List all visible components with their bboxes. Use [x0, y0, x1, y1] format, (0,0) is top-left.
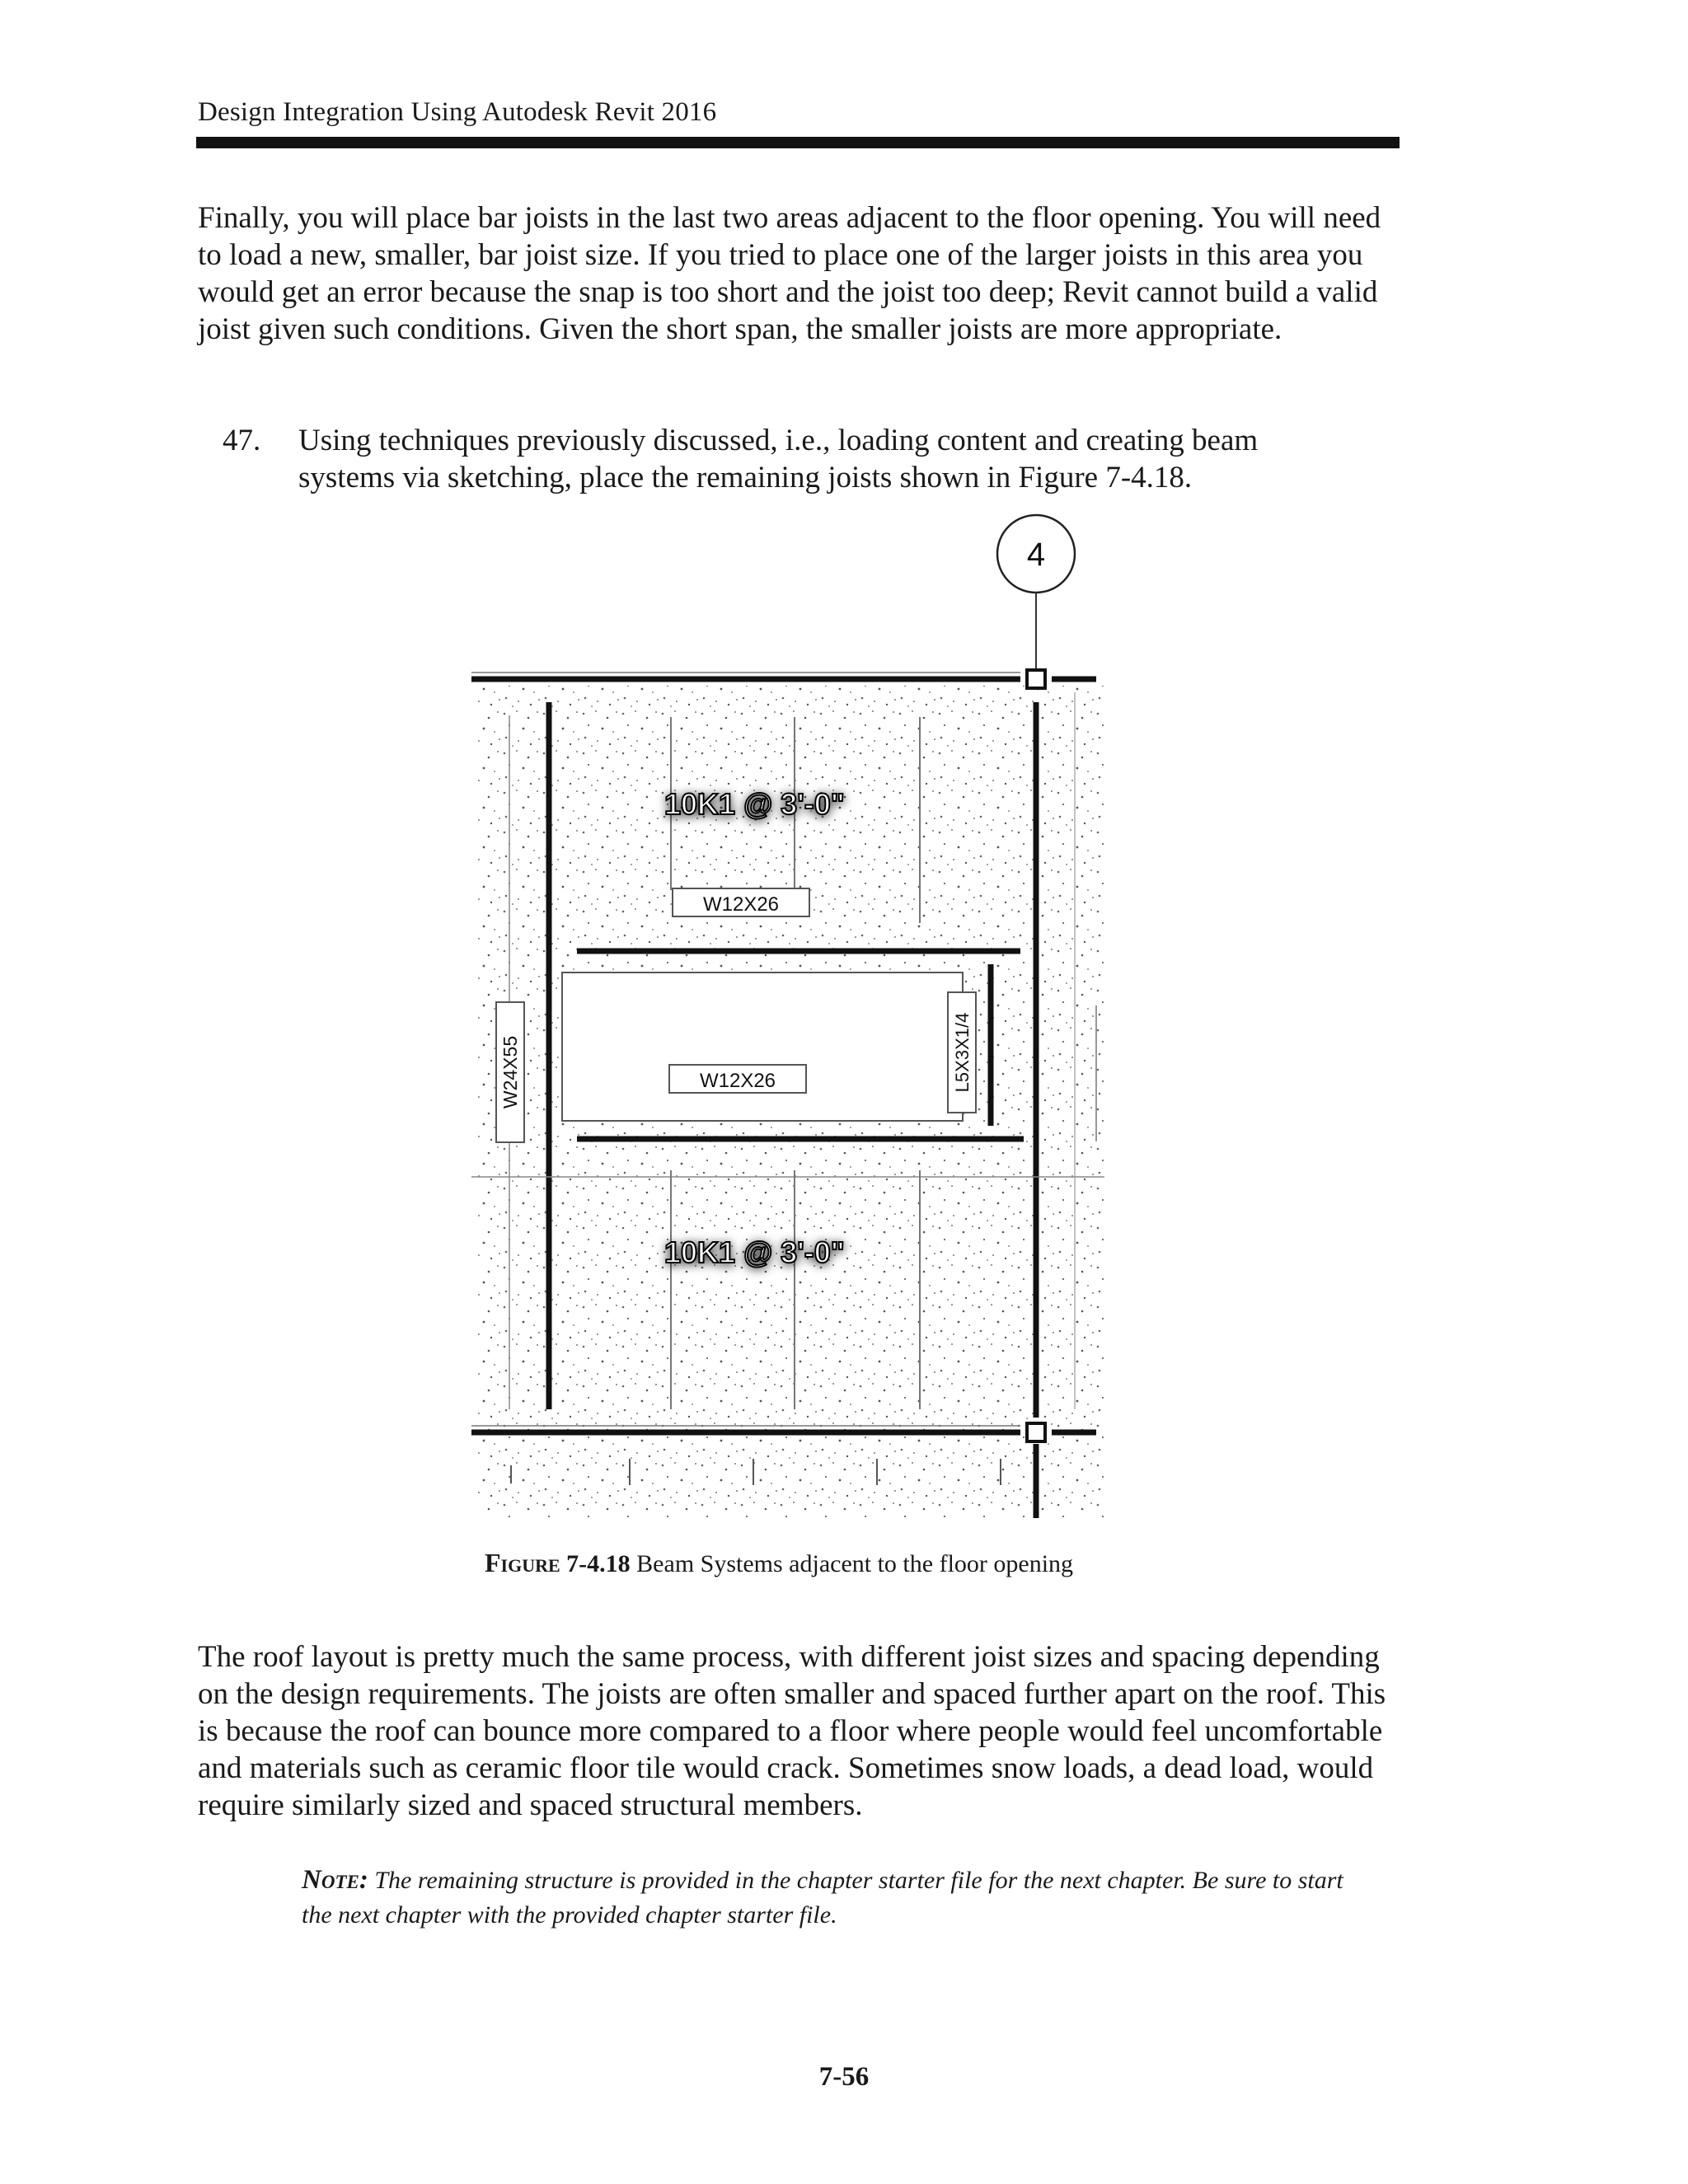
- column-top: [1027, 670, 1045, 688]
- figure-beam-systems: [462, 511, 1137, 1533]
- intro-paragraph: Finally, you will place bar joists in the last two areas adjacent to the floor opening. You will need to load a new, smaller, bar joist size. If you tried to place one of the larger joists in this area you would get an error because the snap is too short and the joist too deep; Revit cannot build a valid joist given such conditions. Given the short span, the smaller joists are more appropriate.: [198, 201, 1381, 346]
- step-text: Using techniques previously discussed, i.e., loading content and creating beam systems via sketching, place the remaining joists shown in Figure 7-4.18.: [298, 424, 1259, 494]
- joist-tag-bottom: 10K1 @ 3'-0": [664, 1235, 845, 1269]
- angle-tag: L5X3X1/4: [952, 1012, 973, 1093]
- caption-label: Figure: [485, 1548, 560, 1577]
- column-tag: W24X55: [499, 1035, 521, 1109]
- joist-tag-top: 10K1 @ 3'-0": [664, 787, 845, 821]
- caption-text: Beam Systems adjacent to the floor opening: [636, 1550, 1074, 1577]
- roof-paragraph: The roof layout is pretty much the same process, with different joist sizes and spacing depending on the design requirements. The joists are often smaller and spaced further apart on the roof. This is because the roof can bounce more compared to a floor where people would feel uncomfortable and materials such as ceramic floor tile would crack. Sometimes snow loads, a dead load, would require similarly sized and spaced structural members.: [198, 1640, 1386, 1822]
- page-number: 7-56: [818, 2062, 870, 2092]
- figure-caption: [485, 1548, 1193, 1578]
- note-label: Note:: [302, 1865, 368, 1895]
- grid-bubble-label: 4: [1026, 537, 1046, 573]
- note-text: The remaining structure is provided in the chapter starter file for the next chapter. Be sure to start the next chapter with the provided chapter starter file.: [302, 1867, 1343, 1929]
- beam-tag-upper: W12X26: [702, 893, 780, 916]
- caption-number: 7-4.18: [566, 1550, 631, 1577]
- note: [302, 1863, 1373, 1933]
- floor-opening: [562, 972, 963, 1121]
- framing-plan-drawing: [462, 511, 1137, 1533]
- running-header: Design Integration Using Autodesk Revit 2016: [198, 97, 717, 127]
- column-bottom: [1027, 1423, 1045, 1441]
- step-number: 47.: [223, 424, 261, 457]
- beam-tag-lower: W12X26: [699, 1070, 776, 1092]
- header-rule: [196, 137, 1400, 148]
